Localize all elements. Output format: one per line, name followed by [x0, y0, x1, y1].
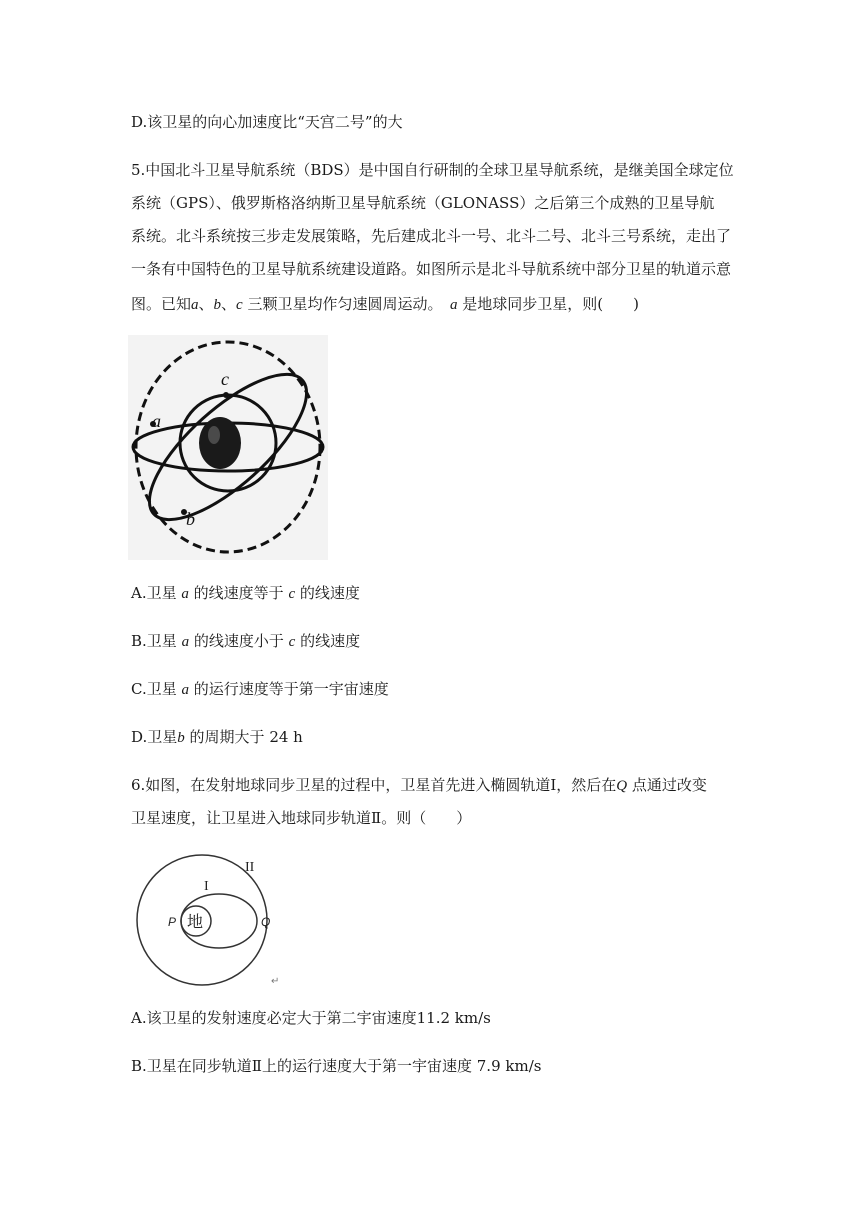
q5-text-line4: 一条有中国特色的卫星导航系统建设道路。如图所示是北斗导航系统中部分卫星的轨道示意	[131, 260, 732, 278]
q6-text-line1: 6.如图，在发射地球同步卫星的过程中，卫星首先进入椭圆轨道Ⅰ，然后在Q 点通过改变	[131, 776, 707, 794]
q5-text-line3: 系统。北斗系统按三步走发展策略，先后建成北斗一号、北斗二号、北斗三号系统，走出了	[131, 227, 732, 245]
transfer-orbit-diagram	[128, 850, 288, 988]
label-a: a	[152, 411, 161, 431]
prev-option-d: D.该卫星的向心加速度比“天宫二号”的大	[131, 113, 403, 131]
label-I: I	[204, 879, 209, 894]
label-b: b	[186, 509, 195, 529]
label-c: c	[221, 369, 229, 389]
q5-option-c: C.卫星 a 的运行速度等于第一宇宙速度	[131, 680, 389, 698]
q6-option-b: B.卫星在同步轨道Ⅱ上的运行速度大于第一宇宙速度 7.9 km/s	[131, 1057, 542, 1075]
earth	[199, 417, 241, 469]
label-Q: Q	[261, 915, 271, 929]
q6-text-line2: 卫星速度，让卫星进入地球同步轨道Ⅱ。则（ ）	[131, 809, 472, 827]
q5-option-a: A.卫星 a 的线速度等于 c 的线速度	[131, 584, 360, 602]
q5-text-line2: 系统（GPS）、俄罗斯格洛纳斯卫星导航系统（GLONASS）之后第三个成熟的卫星导航	[131, 194, 715, 212]
return-mark: ↵	[271, 976, 280, 987]
label-P: P	[168, 915, 177, 929]
label-II: II	[245, 860, 255, 875]
q5-text-line5: 图。已知a、b、c 三颗卫星均作匀速圆周运动。 a 是地球同步卫星，则( )	[131, 295, 639, 313]
q5-option-d: D.卫星b 的周期大于 24 h	[131, 728, 303, 746]
q6-option-a: A.该卫星的发射速度必定大于第二宇宙速度11.2 km/s	[131, 1009, 491, 1027]
q5-text-line1: 5.中国北斗卫星导航系统（BDS）是中国自行研制的全球卫星导航系统，是继美国全球定位	[131, 161, 734, 179]
q5-option-b: B.卫星 a 的线速度小于 c 的线速度	[131, 632, 361, 650]
orbit-diagram	[128, 335, 328, 560]
label-earth: 地	[187, 912, 204, 931]
